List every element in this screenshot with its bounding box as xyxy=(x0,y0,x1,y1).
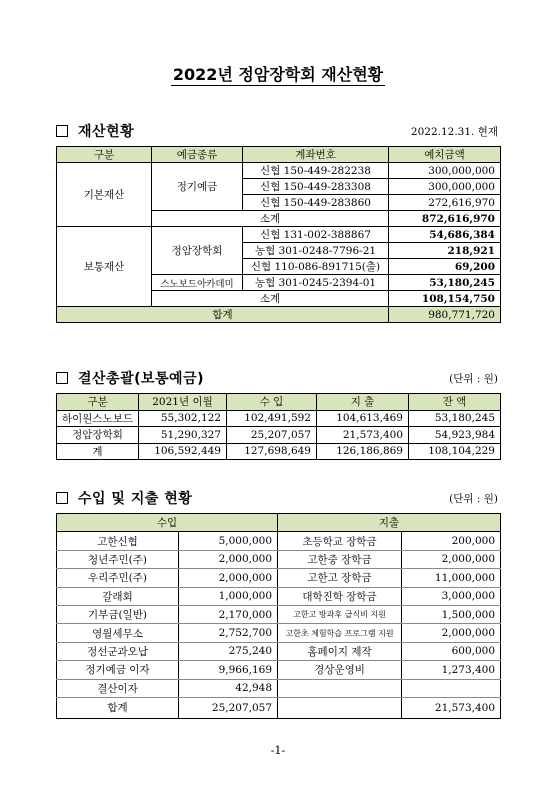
table-header-row xyxy=(57,394,501,411)
column-header: 구분 xyxy=(57,147,152,163)
deposit-type-cell: 정기예금 xyxy=(152,163,243,211)
expense-item: 경상운영비 xyxy=(278,661,402,679)
unit-label: (단위 : 원) xyxy=(449,373,498,385)
square-bullet-icon xyxy=(56,492,68,504)
column-header: 계좌번호 xyxy=(243,147,389,163)
expense-item: 홈페이지 제작 xyxy=(278,642,402,660)
income-amount: 2,170,000 xyxy=(179,605,278,623)
subtotal-amount: 872,616,970 xyxy=(389,211,501,227)
section-heading-assets: 재산현황 xyxy=(56,121,134,141)
expense-total-label xyxy=(278,697,402,718)
amount-cell: 104,613,469 xyxy=(317,410,409,427)
income-amount: 2,000,000 xyxy=(179,550,278,568)
expense-amount: 1,273,400 xyxy=(402,661,501,679)
total-amount: 980,771,720 xyxy=(389,307,501,323)
amount-cell: 55,302,122 xyxy=(139,410,227,427)
amount-cell: 272,616,970 xyxy=(389,195,501,211)
expense-item: 고한고 장학금 xyxy=(278,569,402,587)
income-amount: 275,240 xyxy=(179,642,278,660)
subtotal-amount: 108,154,750 xyxy=(389,291,501,307)
amount-cell: 54,686,384 xyxy=(389,227,501,243)
account-cell: 신협 150-449-283308 xyxy=(243,179,389,195)
table-row xyxy=(57,661,501,679)
income-amount: 2,000,000 xyxy=(179,569,278,587)
income-total: 25,207,057 xyxy=(179,697,278,718)
square-bullet-icon xyxy=(56,125,68,137)
amount-cell: 51,290,327 xyxy=(139,427,227,444)
page-number: -1- xyxy=(270,744,286,757)
square-bullet-icon xyxy=(56,372,68,384)
account-cell: 신협 131-002-388867 xyxy=(243,227,389,243)
amount-cell: 53,180,245 xyxy=(389,275,501,291)
section-heading-settlement: 결산총괄(보통예금) xyxy=(56,368,204,388)
income-source: 갈래회 xyxy=(57,587,179,605)
table-row xyxy=(57,642,501,660)
unit-label: (단위 : 원) xyxy=(449,493,498,505)
table-row xyxy=(57,587,501,605)
as-of-date: 2022.12.31. 현재 xyxy=(410,126,498,138)
expense-item: 대학진학 장학금 xyxy=(278,587,402,605)
row-label: 정암장학회 xyxy=(57,427,139,444)
expense-item: 고한중 장학금 xyxy=(278,550,402,568)
amount-cell: 127,698,649 xyxy=(227,443,317,460)
income-source: 청년주민(주) xyxy=(57,550,179,568)
expense-header: 지출 xyxy=(278,514,501,532)
amount-cell: 300,000,000 xyxy=(389,163,501,179)
expense-total: 21,573,400 xyxy=(402,697,501,718)
expense-amount: 2,000,000 xyxy=(402,624,501,642)
amount-cell: 102,491,592 xyxy=(227,410,317,427)
expense-amount: 1,500,000 xyxy=(402,605,501,623)
expense-item: 고한초 체험학습 프로그램 지원 xyxy=(278,624,402,642)
row-label: 하이원스노보드 xyxy=(57,410,139,427)
income-header: 수입 xyxy=(57,514,278,532)
table-row xyxy=(57,227,501,243)
table-row xyxy=(57,532,501,550)
column-header: 예금종류 xyxy=(152,147,243,163)
column-header: 구분 xyxy=(57,394,139,411)
expense-amount: 600,000 xyxy=(402,642,501,660)
income-amount: 1,000,000 xyxy=(179,587,278,605)
income-source: 정선군과오납 xyxy=(57,642,179,660)
column-header: 지 출 xyxy=(317,394,409,411)
total-label: 합계 xyxy=(57,307,389,323)
expense-item: 초등학교 장학금 xyxy=(278,532,402,550)
settlement-table xyxy=(56,393,501,460)
income-source: 기부금(일반) xyxy=(57,605,179,623)
expense-amount xyxy=(402,679,501,697)
expense-item: 고한고 방과후 급식비 지원 xyxy=(278,605,402,623)
account-cell: 농협 301-0245-2394-01 xyxy=(243,275,389,291)
assets-table xyxy=(56,146,501,323)
account-cell: 신협 150-449-283860 xyxy=(243,195,389,211)
account-cell: 신협 150-449-282238 xyxy=(243,163,389,179)
section-heading-income-expense: 수입 및 지출 현황 xyxy=(56,488,192,508)
income-amount: 2,752,700 xyxy=(179,624,278,642)
column-header: 2021년 이월 xyxy=(139,394,227,411)
total-row xyxy=(57,697,501,718)
income-source: 고한신협 xyxy=(57,532,179,550)
table-row xyxy=(57,679,501,697)
category-cell: 기본재산 xyxy=(57,163,152,227)
table-row xyxy=(57,569,501,587)
income-total-label: 합계 xyxy=(57,697,179,718)
table-row xyxy=(57,605,501,623)
amount-cell: 126,186,869 xyxy=(317,443,409,460)
expense-amount: 11,000,000 xyxy=(402,569,501,587)
income-amount: 5,000,000 xyxy=(179,532,278,550)
subtotal-label: 소계 xyxy=(152,211,389,227)
deposit-type-cell: 스노보드아카데미 xyxy=(152,275,243,291)
income-source: 우리주민(주) xyxy=(57,569,179,587)
amount-cell: 106,592,449 xyxy=(139,443,227,460)
table-row xyxy=(57,163,501,179)
total-row xyxy=(57,443,501,460)
table-row xyxy=(57,410,501,427)
amount-cell: 300,000,000 xyxy=(389,179,501,195)
deposit-type-cell: 정암장학회 xyxy=(152,227,243,275)
table-row xyxy=(57,550,501,568)
column-header: 잔 액 xyxy=(409,394,501,411)
page-title: 2022년 정암장학회 재산현황 xyxy=(172,65,384,84)
income-expense-table xyxy=(56,513,501,719)
account-cell: 신협 110-086-891715(출) xyxy=(243,259,389,275)
expense-amount: 2,000,000 xyxy=(402,550,501,568)
amount-cell: 54,923,984 xyxy=(409,427,501,444)
amount-cell: 108,104,229 xyxy=(409,443,501,460)
income-amount: 42,948 xyxy=(179,679,278,697)
income-amount: 9,966,169 xyxy=(179,661,278,679)
column-header: 수 입 xyxy=(227,394,317,411)
income-source: 영월세무소 xyxy=(57,624,179,642)
subtotal-label: 소계 xyxy=(152,291,389,307)
amount-cell: 53,180,245 xyxy=(409,410,501,427)
row-label: 계 xyxy=(57,443,139,460)
column-header: 예치금액 xyxy=(389,147,501,163)
amount-cell: 21,573,400 xyxy=(317,427,409,444)
table-row xyxy=(57,427,501,444)
account-cell: 농협 301-0248-7796-21 xyxy=(243,243,389,259)
expense-amount: 200,000 xyxy=(402,532,501,550)
amount-cell: 69,200 xyxy=(389,259,501,275)
amount-cell: 25,207,057 xyxy=(227,427,317,444)
amount-cell: 218,921 xyxy=(389,243,501,259)
table-row xyxy=(57,624,501,642)
expense-item xyxy=(278,679,402,697)
total-row xyxy=(57,307,501,323)
table-header-row xyxy=(57,147,501,163)
table-header-row xyxy=(57,514,501,532)
expense-amount: 3,000,000 xyxy=(402,587,501,605)
income-source: 정기예금 이자 xyxy=(57,661,179,679)
income-source: 결산이자 xyxy=(57,679,179,697)
category-cell: 보통재산 xyxy=(57,227,152,307)
